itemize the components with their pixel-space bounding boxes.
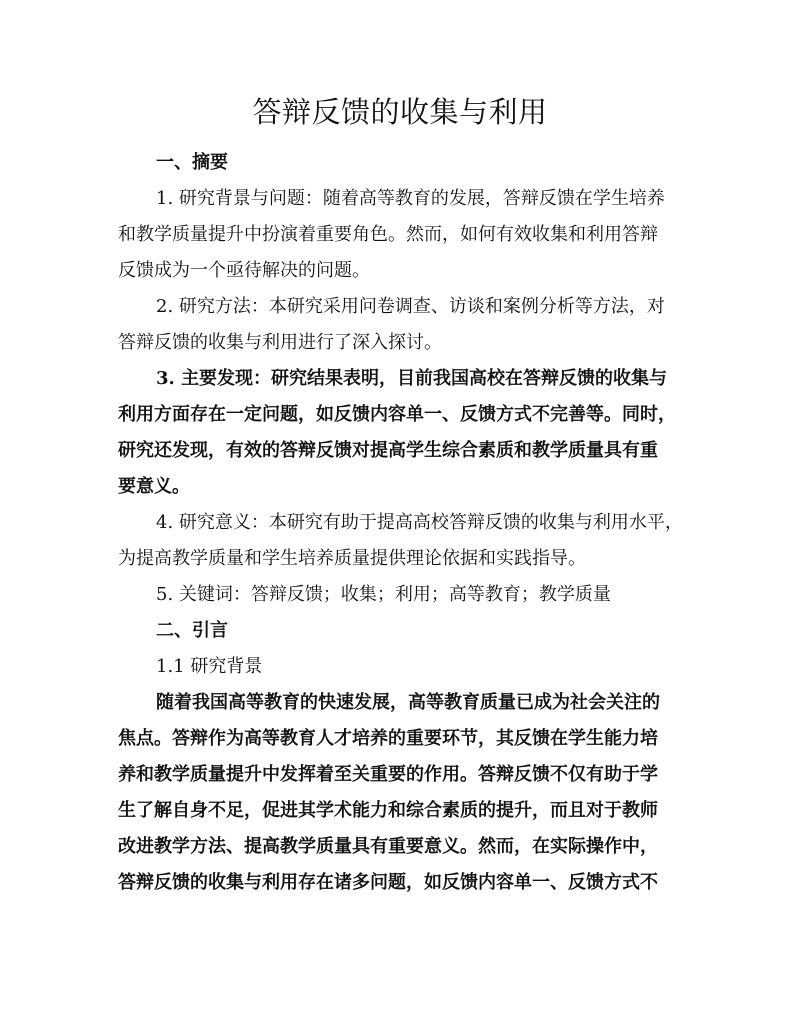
paragraph-line: 反馈成为一个亟待解决的问题。 (118, 260, 370, 281)
paragraph-line: 1. 研究背景与问题：随着高等教育的发展，答辩反馈在学生培养 (156, 188, 665, 209)
page-title: 答辩反馈的收集与利用 (252, 95, 548, 129)
bold-paragraph-line: 3. 主要发现：研究结果表明，目前我国高校在答辩反馈的收集与 (156, 368, 668, 389)
bold-paragraph-line: 研究还发现，有效的答辩反馈对提高学生综合素质和教学质量具有重 (118, 440, 658, 461)
paragraph-line: 答辩反馈的收集与利用进行了深入探讨。 (118, 332, 442, 353)
bold-paragraph-line: 利用方面存在一定问题，如反馈内容单一、反馈方式不完善等。同时， (118, 404, 676, 425)
section-heading-introduction: 二、引言 (156, 620, 228, 641)
section-heading-abstract: 一、摘要 (156, 152, 228, 173)
bold-paragraph-line: 改进教学方法、提高教学质量具有重要意义。然而，在实际操作中， (118, 836, 658, 857)
keywords-line: 5. 关键词：答辩反馈；收集；利用；高等教育；教学质量 (156, 584, 611, 605)
paragraph-line: 为提高教学质量和学生培养质量提供理论依据和实践指导。 (118, 548, 586, 569)
bold-paragraph-line: 随着我国高等教育的快速发展，高等教育质量已成为社会关注的 (156, 692, 660, 713)
bold-paragraph-line: 焦点。答辩作为高等教育人才培养的重要环节，其反馈在学生能力培 (118, 728, 658, 749)
bold-paragraph-line: 答辩反馈的收集与利用存在诸多问题，如反馈内容单一、反馈方式不 (118, 872, 658, 893)
bold-paragraph-line: 要意义。 (118, 476, 190, 497)
paragraph-line: 4. 研究意义：本研究有助于提高高校答辩反馈的收集与利用水平， (156, 512, 683, 533)
paragraph-line: 2. 研究方法：本研究采用问卷调查、访谈和案例分析等方法，对 (156, 296, 665, 317)
subsection-heading-background: 1.1 研究背景 (156, 656, 263, 677)
paragraph-line: 和教学质量提升中扮演着重要角色。然而，如何有效收集和利用答辩 (118, 224, 658, 245)
bold-paragraph-line: 养和教学质量提升中发挥着至关重要的作用。答辩反馈不仅有助于学 (118, 764, 658, 785)
bold-paragraph-line: 生了解自身不足，促进其学术能力和综合素质的提升，而且对于教师 (118, 800, 658, 821)
